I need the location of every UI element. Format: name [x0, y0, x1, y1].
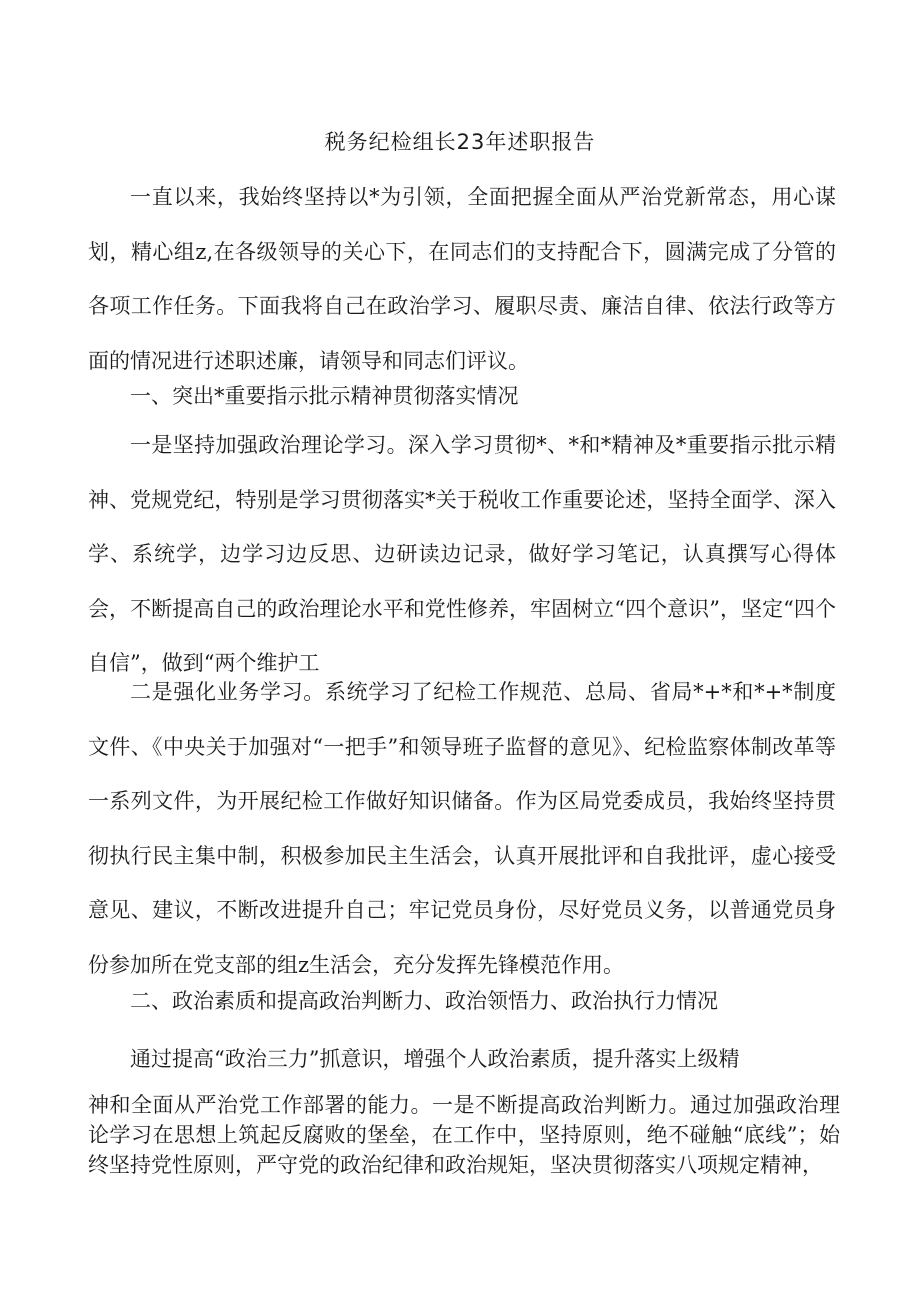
section-heading-1: 一、突出*重要指示批示精神贯彻落实情况 [130, 384, 519, 408]
section-heading-2: 二、政治素质和提高政治判断力、政治领悟力、政治执行力情况 [130, 989, 718, 1013]
paragraph-intro: 一直以来，我始终坚持以*为引领，全面把握全面从严治党新常态，用心谋划，精心组z,在各级领导的关心下，在同志们的支持配合下，圆满完成了分管的各项工作任务。下面我将自己在政治学习、履职尽责、廉洁自律、依法行政等方面的情况进行述职述廉，请领导和同志们评议。 [88, 185, 836, 373]
paragraph-political-first-line: 通过提高“政治三力”抓意识，增强个人政治素质，提升落实上级精 [130, 1047, 740, 1071]
paragraph-political-continued: 神和全面从严治党工作部署的能力。一是不断提高政治判断力。通过加强政治理论学习在思想上筑起反腐败的堡垒，在工作中，坚持原则，绝不碰触“底线”；始终坚持党性原则，严守党的政治纪律和政治规矩，坚决贯彻落实八项规定精神， [88, 1093, 840, 1177]
document-title: 税务纪检组长23年述职报告 [324, 130, 596, 154]
paragraph-study: 一是坚持加强政治理论学习。深入学习贯彻*、*和*精神及*重要指示批示精神、党规党纪，特别是学习贯彻落实*关于税收工作重要论述，坚持全面学、深入学、系统学，边学习边反思、边研读边记录，做好学习笔记，认真撰写心得体会，不断提高自己的政治理论水平和党性修养，牢固树立“四个意识”，坚定“四个自信”，做到“两个维护工 [88, 433, 836, 675]
paragraph-business: 二是强化业务学习。系统学习了纪检工作规范、总局、省局*+*和*+*制度文件、《中央关于加强对“一把手”和领导班子监督的意见》、纪检监察体制改革等一系列文件，为开展纪检工作做好知识储备。作为区局党委成员，我始终坚持贯彻执行民主集中制，积极参加民主生活会，认真开展批评和自我批评，虚心接受意见、建议，不断改进提升自己；牢记党员身份，尽好党员义务，以普通党员身份参加所在党支部的组z生活会，充分发挥先锋模范作用。 [88, 680, 836, 977]
